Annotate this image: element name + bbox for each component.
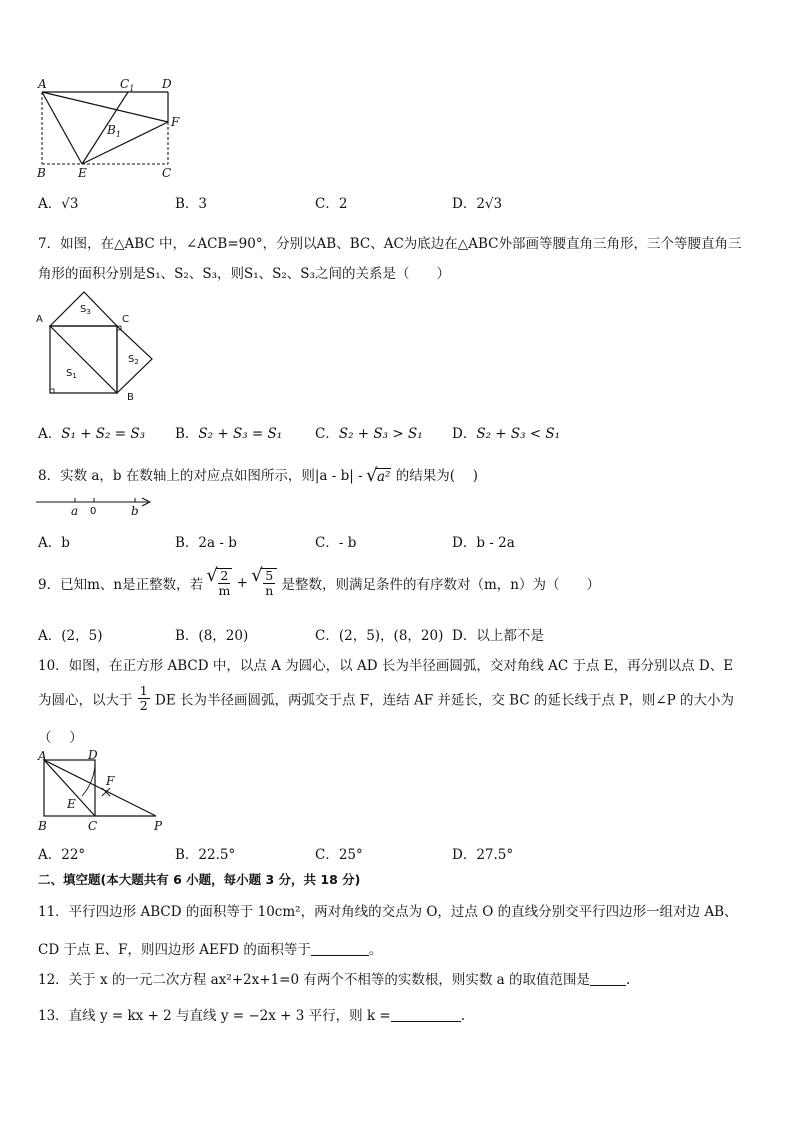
q10-label-P: P	[154, 819, 163, 833]
q7-label-S3: $S_3$	[80, 304, 91, 316]
q6-option-b[interactable]: B．3	[175, 196, 208, 212]
q11-line1: 11．平行四边形 ABCD 的面积等于 10cm²，两对角线的交点为 O，过点 O 的直线分别交平行四边形一组对边 AB、	[38, 904, 738, 920]
q8-option-d[interactable]: D．b - 2a	[452, 535, 515, 551]
q9-question: 9．已知m、n是正整数，若 √ $\frac{2}{m}$ + √ $\frac{5}{n}$ 是整数，则满足条件的有序数对（m，n）为（ ）	[38, 568, 600, 598]
q10-line1: 10．如图，在正方形 ABCD 中，以点 A 为圆心，以 AD 长为半径画圆弧，交对角线 AC 于点 E，再分别以点 D、E	[38, 658, 734, 674]
q7-figure	[32, 286, 172, 404]
q6-option-d[interactable]: D．2√3	[452, 196, 503, 212]
q10-label-D: D	[88, 748, 98, 762]
q10-label-A: A	[38, 749, 47, 763]
q9-option-c[interactable]: C．(2，5)，(8，20)	[315, 628, 444, 644]
q11-answer-blank[interactable]	[311, 943, 369, 956]
q9-option-a[interactable]: A．(2，5)	[38, 628, 103, 644]
q8-sqrt: √ a²	[367, 468, 391, 485]
q7-label-C: C	[122, 314, 129, 325]
q10-label-C: C	[88, 819, 98, 833]
q10-label-E: E	[67, 797, 76, 811]
q6-option-c[interactable]: C．2	[315, 196, 348, 212]
q10-option-c[interactable]: C．25°	[315, 847, 363, 863]
q7-label-S1: $S_1$	[66, 368, 77, 380]
q8-option-a[interactable]: A．b	[38, 535, 70, 551]
q10-label-F: F	[106, 774, 115, 788]
q6-label-A: A	[38, 77, 47, 91]
q6-label-F: F	[171, 115, 180, 129]
q8-label-a: a	[71, 504, 79, 518]
q10-option-a[interactable]: A．22°	[38, 847, 86, 863]
q6-label-B1: $B_1$	[107, 123, 121, 139]
q6-label-E: E	[78, 166, 87, 180]
q9-sqrt-2: √ $\frac{5}{n}$	[252, 568, 277, 598]
q13-question: 13．直线 y = kx + 2 与直线 y = −2x + 3 平行，则 k = .	[38, 1008, 466, 1024]
q8-number-line	[32, 494, 162, 518]
q7-option-b[interactable]: B．S₂ + S₃ = S₁	[175, 426, 283, 442]
q7-option-d[interactable]: D．S₂ + S₃ < S₁	[452, 426, 561, 442]
q12-question: 12．关于 x 的一元二次方程 ax²+2x+1=0 有两个不相等的实数根，则实数 a 的取值范围是 .	[38, 972, 631, 988]
q6-figure	[32, 72, 192, 182]
q6-label-C1: $C_1$	[120, 77, 135, 93]
q13-answer-blank[interactable]	[391, 1009, 461, 1022]
q6-option-a[interactable]: A．√3	[38, 196, 79, 212]
q11-line2: CD 于点 E、F，则四边形 AEFD 的面积等于 。	[38, 942, 383, 958]
q7-line2: 角形的面积分别是S₁、S₂、S₃，则S₁、S₂、S₃之间的关系是（ ）	[38, 266, 450, 282]
q12-answer-blank[interactable]	[590, 973, 626, 986]
q7-option-c[interactable]: C．S₂ + S₃ > S₁	[315, 426, 423, 442]
q8-option-b[interactable]: B．2a - b	[175, 535, 237, 551]
q6-label-D: D	[162, 77, 172, 91]
q9-option-b[interactable]: B．(8，20)	[175, 628, 249, 644]
q9-sqrt-1: √ $\frac{2}{m}$	[207, 568, 232, 598]
q6-label-B: B	[37, 166, 46, 180]
q7-label-A: A	[36, 314, 43, 325]
q7-label-S2: $S_2$	[128, 354, 139, 366]
q7-option-a[interactable]: A．S₁ + S₂ = S₃	[38, 426, 146, 442]
q10-label-B: B	[38, 819, 47, 833]
q10-figure	[32, 748, 172, 834]
q7-line1: 7．如图，在△ABC 中，∠ACB=90°，分别以AB、BC、AC为底边在△ABC外部画等腰直角三角形，三个等腰直角三	[38, 236, 742, 252]
q10-option-d[interactable]: D．27.5°	[452, 847, 514, 863]
q9-option-d[interactable]: D．以上都不是	[452, 628, 544, 644]
q8-question: 8．实数 a，b 在数轴上的对应点如图所示，则|a - b| - √ a² 的结果为( )	[38, 464, 478, 485]
q8-label-zero: 0	[90, 506, 97, 517]
q6-label-C: C	[162, 166, 172, 180]
q10-line3: （ ）	[38, 730, 83, 746]
q8-label-b: b	[131, 504, 139, 518]
q10-option-b[interactable]: B．22.5°	[175, 847, 236, 863]
q10-line2: 为圆心，以大于 $\frac{1}{2}$ DE 长为半径画圆弧，两弧交于点 F，连结 AF 并延长，交 BC 的延长线于点 P，则∠P 的大小为	[38, 683, 735, 713]
q8-option-c[interactable]: C．- b	[315, 535, 357, 551]
section-2-title: 二、填空题(本大题共有 6 小题，每小题 3 分，共 18 分)	[38, 872, 361, 887]
q7-label-B: B	[127, 392, 134, 403]
